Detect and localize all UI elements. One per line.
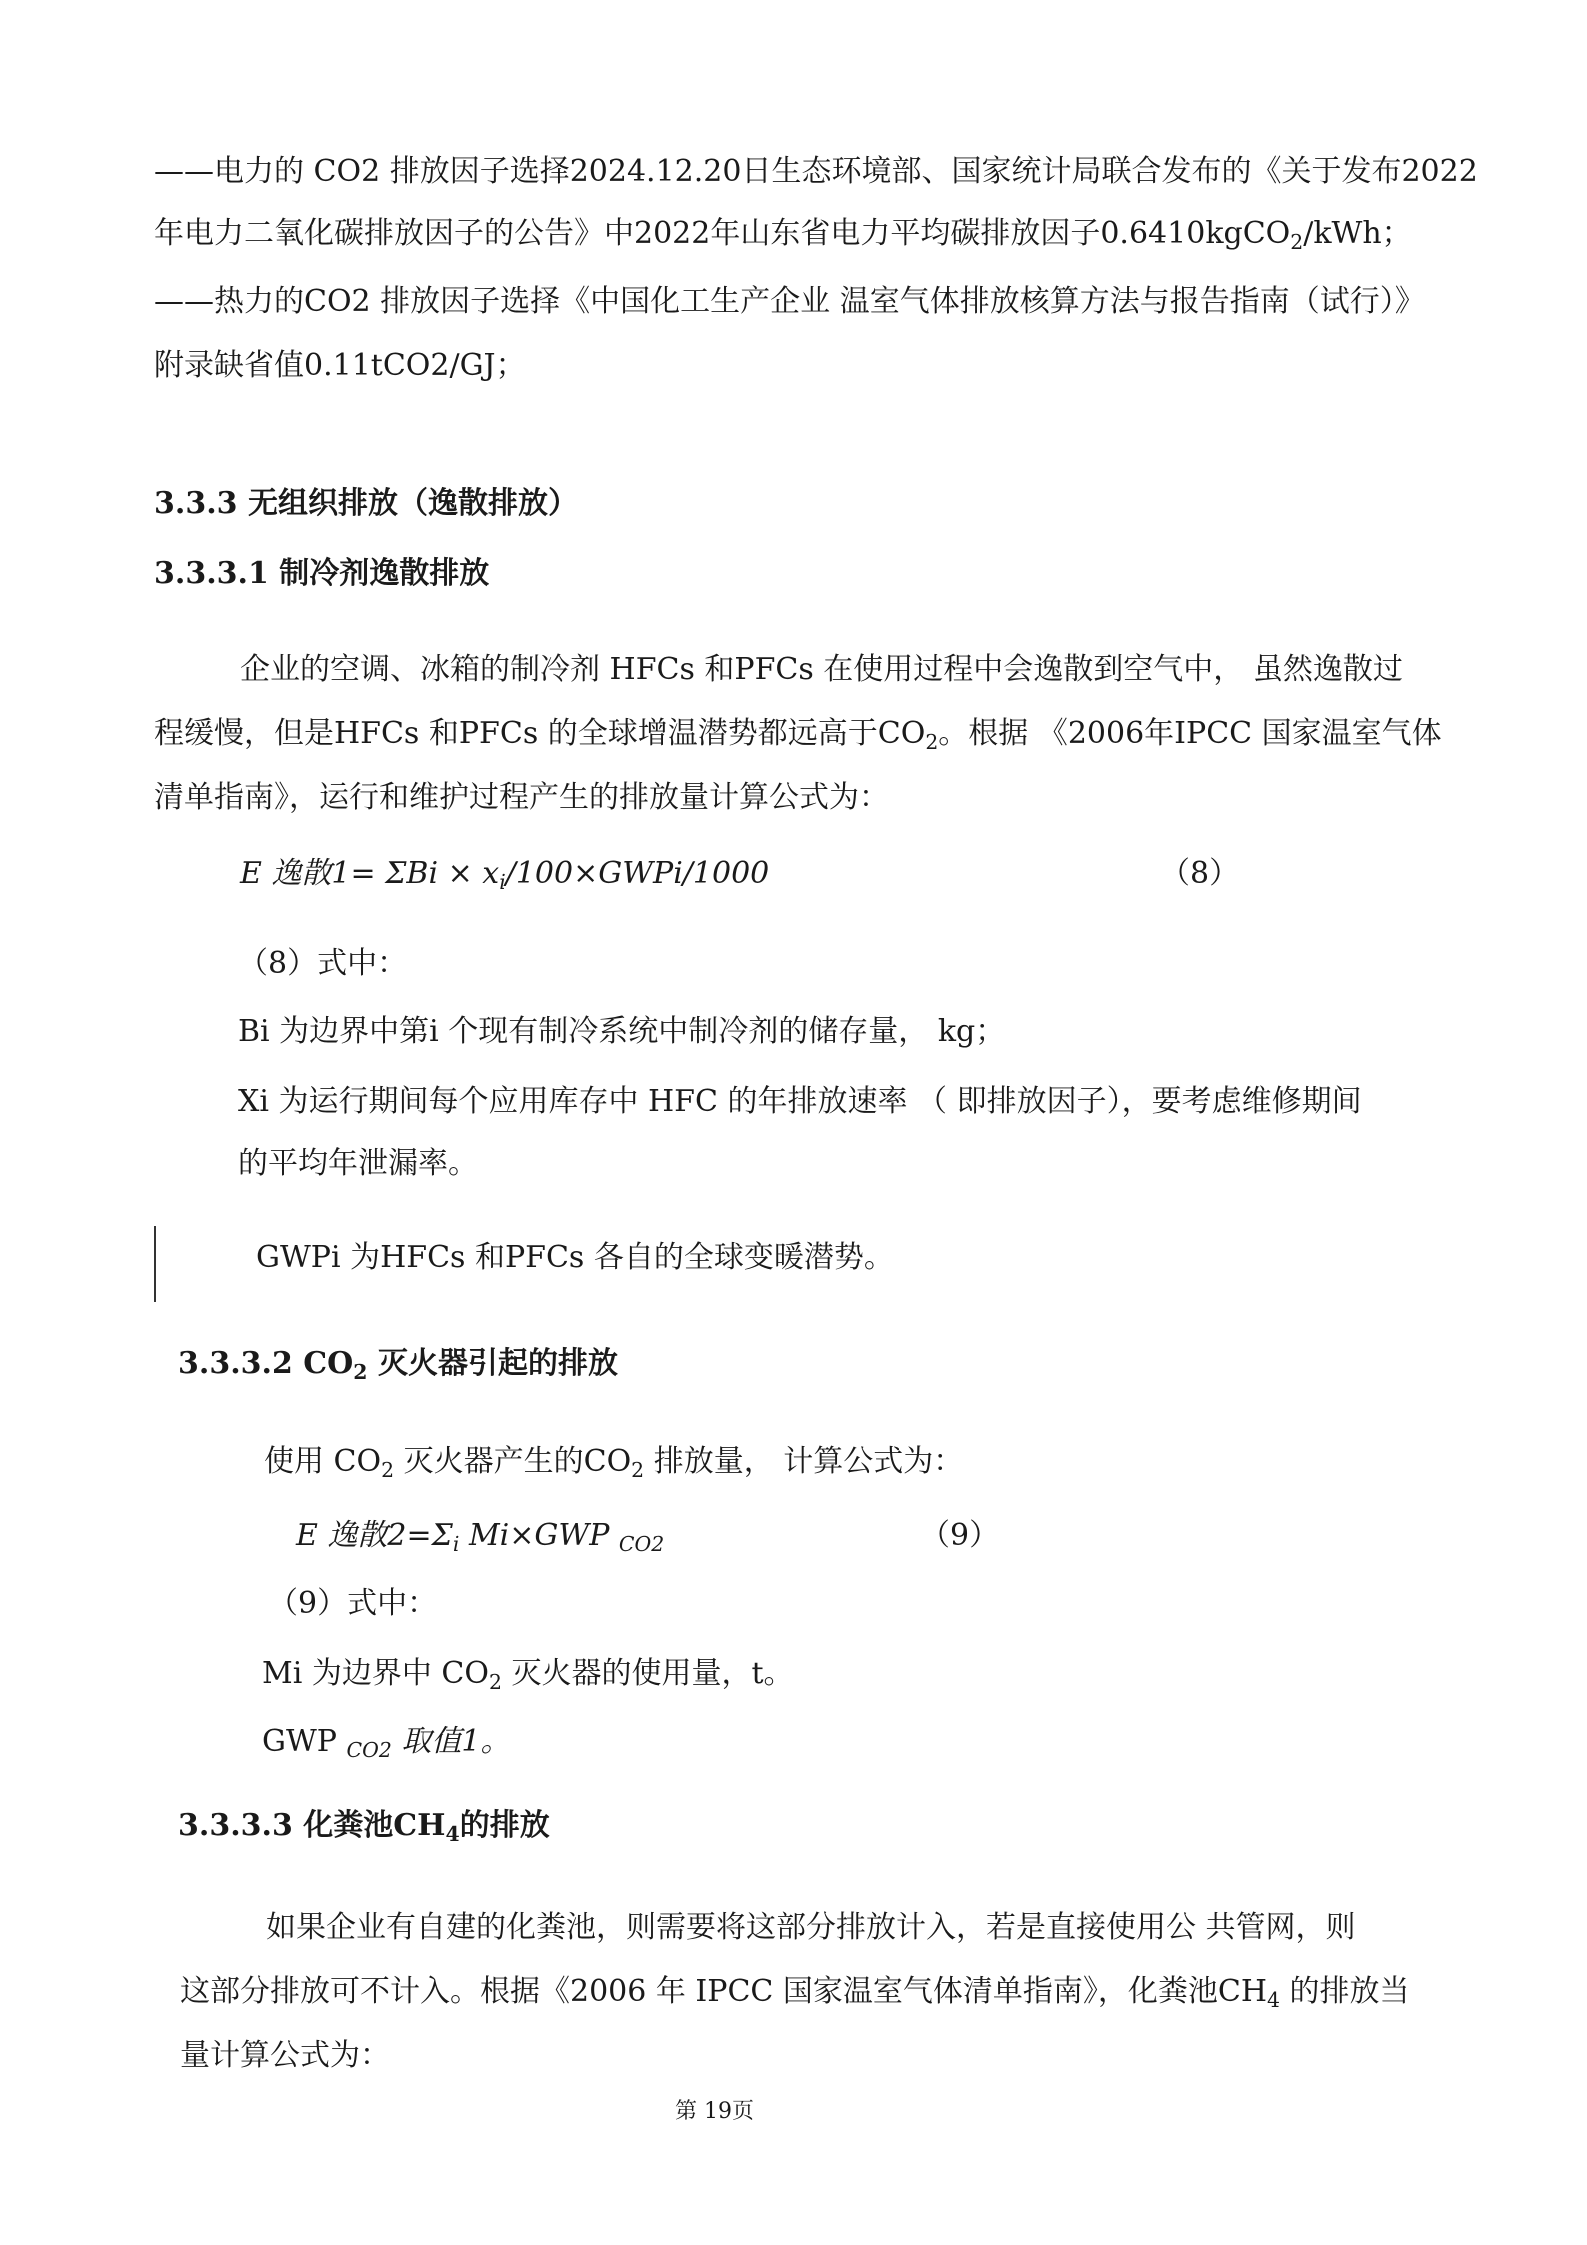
refrigerant-para-line1: 企业的空调、冰箱的制冷剂 HFCs 和PFCs 在使用过程中会逸散到空气中， 虽然逸散过 [240, 652, 1403, 687]
refrigerant-para-line2: 程缓慢，但是HFCs 和PFCs 的全球增温潜势都远高于$CO_2$。根据 《2006年IPCC 国家温室气体 [154, 716, 1442, 755]
definition-gwp-co2: GWP $_{CO2}$ 取值1。 [262, 1724, 511, 1763]
definition-mi: Mi 为边界中 $CO_2$ 灭火器的使用量，t。 [262, 1656, 794, 1695]
equation-9-where: （9）式中： [268, 1586, 438, 1621]
co2-intro: 使用 $CO_2$ 灭火器产生的$CO_2$ 排放量， 计算公式为： [264, 1444, 964, 1483]
refrigerant-para-line3: 清单指南》，运行和维护过程产生的排放量计算公式为： [154, 780, 889, 815]
definition-xi-line2: 的平均年泄漏率。 [238, 1146, 478, 1181]
equation-9: E 逸散$2=\Sigma_i$ Mi×GWP $_{CO2}$ [296, 1518, 665, 1557]
paragraph-heat-line1: ——热力的CO2 排放因子选择《中国化工生产企业 温室气体排放核算方法与报告指南（试行）》 [154, 284, 1425, 319]
paragraph-heat-line2: 附录缺省值0.11tCO2/GJ； [154, 348, 526, 383]
page-number: 第 19页 [675, 2099, 754, 2124]
equation-8: E 逸散$1= \Sigma Bi \times x_i/100\times GWPi/1000$ [240, 856, 770, 895]
septic-para-line2: 这部分排放可不计入。根据《2006 年 IPCC 国家温室气体清单指南》，化粪池$CH_4$ 的排放当 [180, 1974, 1410, 2013]
definition-xi-line1: Xi 为运行期间每个应用库存中 HFC 的年排放速率 （ 即排放因子），要考虑维修期间 [238, 1084, 1362, 1119]
septic-para-line3: 量计算公式为： [180, 2038, 390, 2073]
equation-8-where: （8）式中： [238, 946, 408, 981]
revision-bar [154, 1226, 156, 1302]
heading-3-3-3: 3.3.3 无组织排放（逸散排放） [154, 486, 578, 521]
paragraph-power-line2: 年电力二氧化碳排放因子的公告》中2022年山东省电力平均碳排放因子0.6410kgCO$_2$/kWh； [154, 216, 1412, 255]
equation-8-number: （8） [1160, 856, 1240, 891]
heading-3-3-3-1: 3.3.3.1 制冷剂逸散排放 [154, 556, 490, 591]
definition-gwpi: GWPi 为HFCs 和PFCs 各自的全球变暖潜势。 [256, 1240, 894, 1275]
heading-3-3-3-3: 3.3.3.3 化粪池$CH_4$的排放 [178, 1808, 550, 1847]
heading-3-3-3-2: 3.3.3.2 $CO_2$ 灭火器引起的排放 [178, 1346, 618, 1385]
septic-para-line1: 如果企业有自建的化粪池，则需要将这部分排放计入，若是直接使用公 共管网，则 [266, 1910, 1356, 1945]
paragraph-power-line1: ——电力的 CO2 排放因子选择2024.12.20日生态环境部、国家统计局联合发布的《关于发布2022 [154, 154, 1478, 189]
definition-bi: Bi 为边界中第i 个现有制冷系统中制冷剂的储存量， kg； [238, 1014, 1006, 1049]
equation-9-number: （9） [920, 1518, 1000, 1553]
